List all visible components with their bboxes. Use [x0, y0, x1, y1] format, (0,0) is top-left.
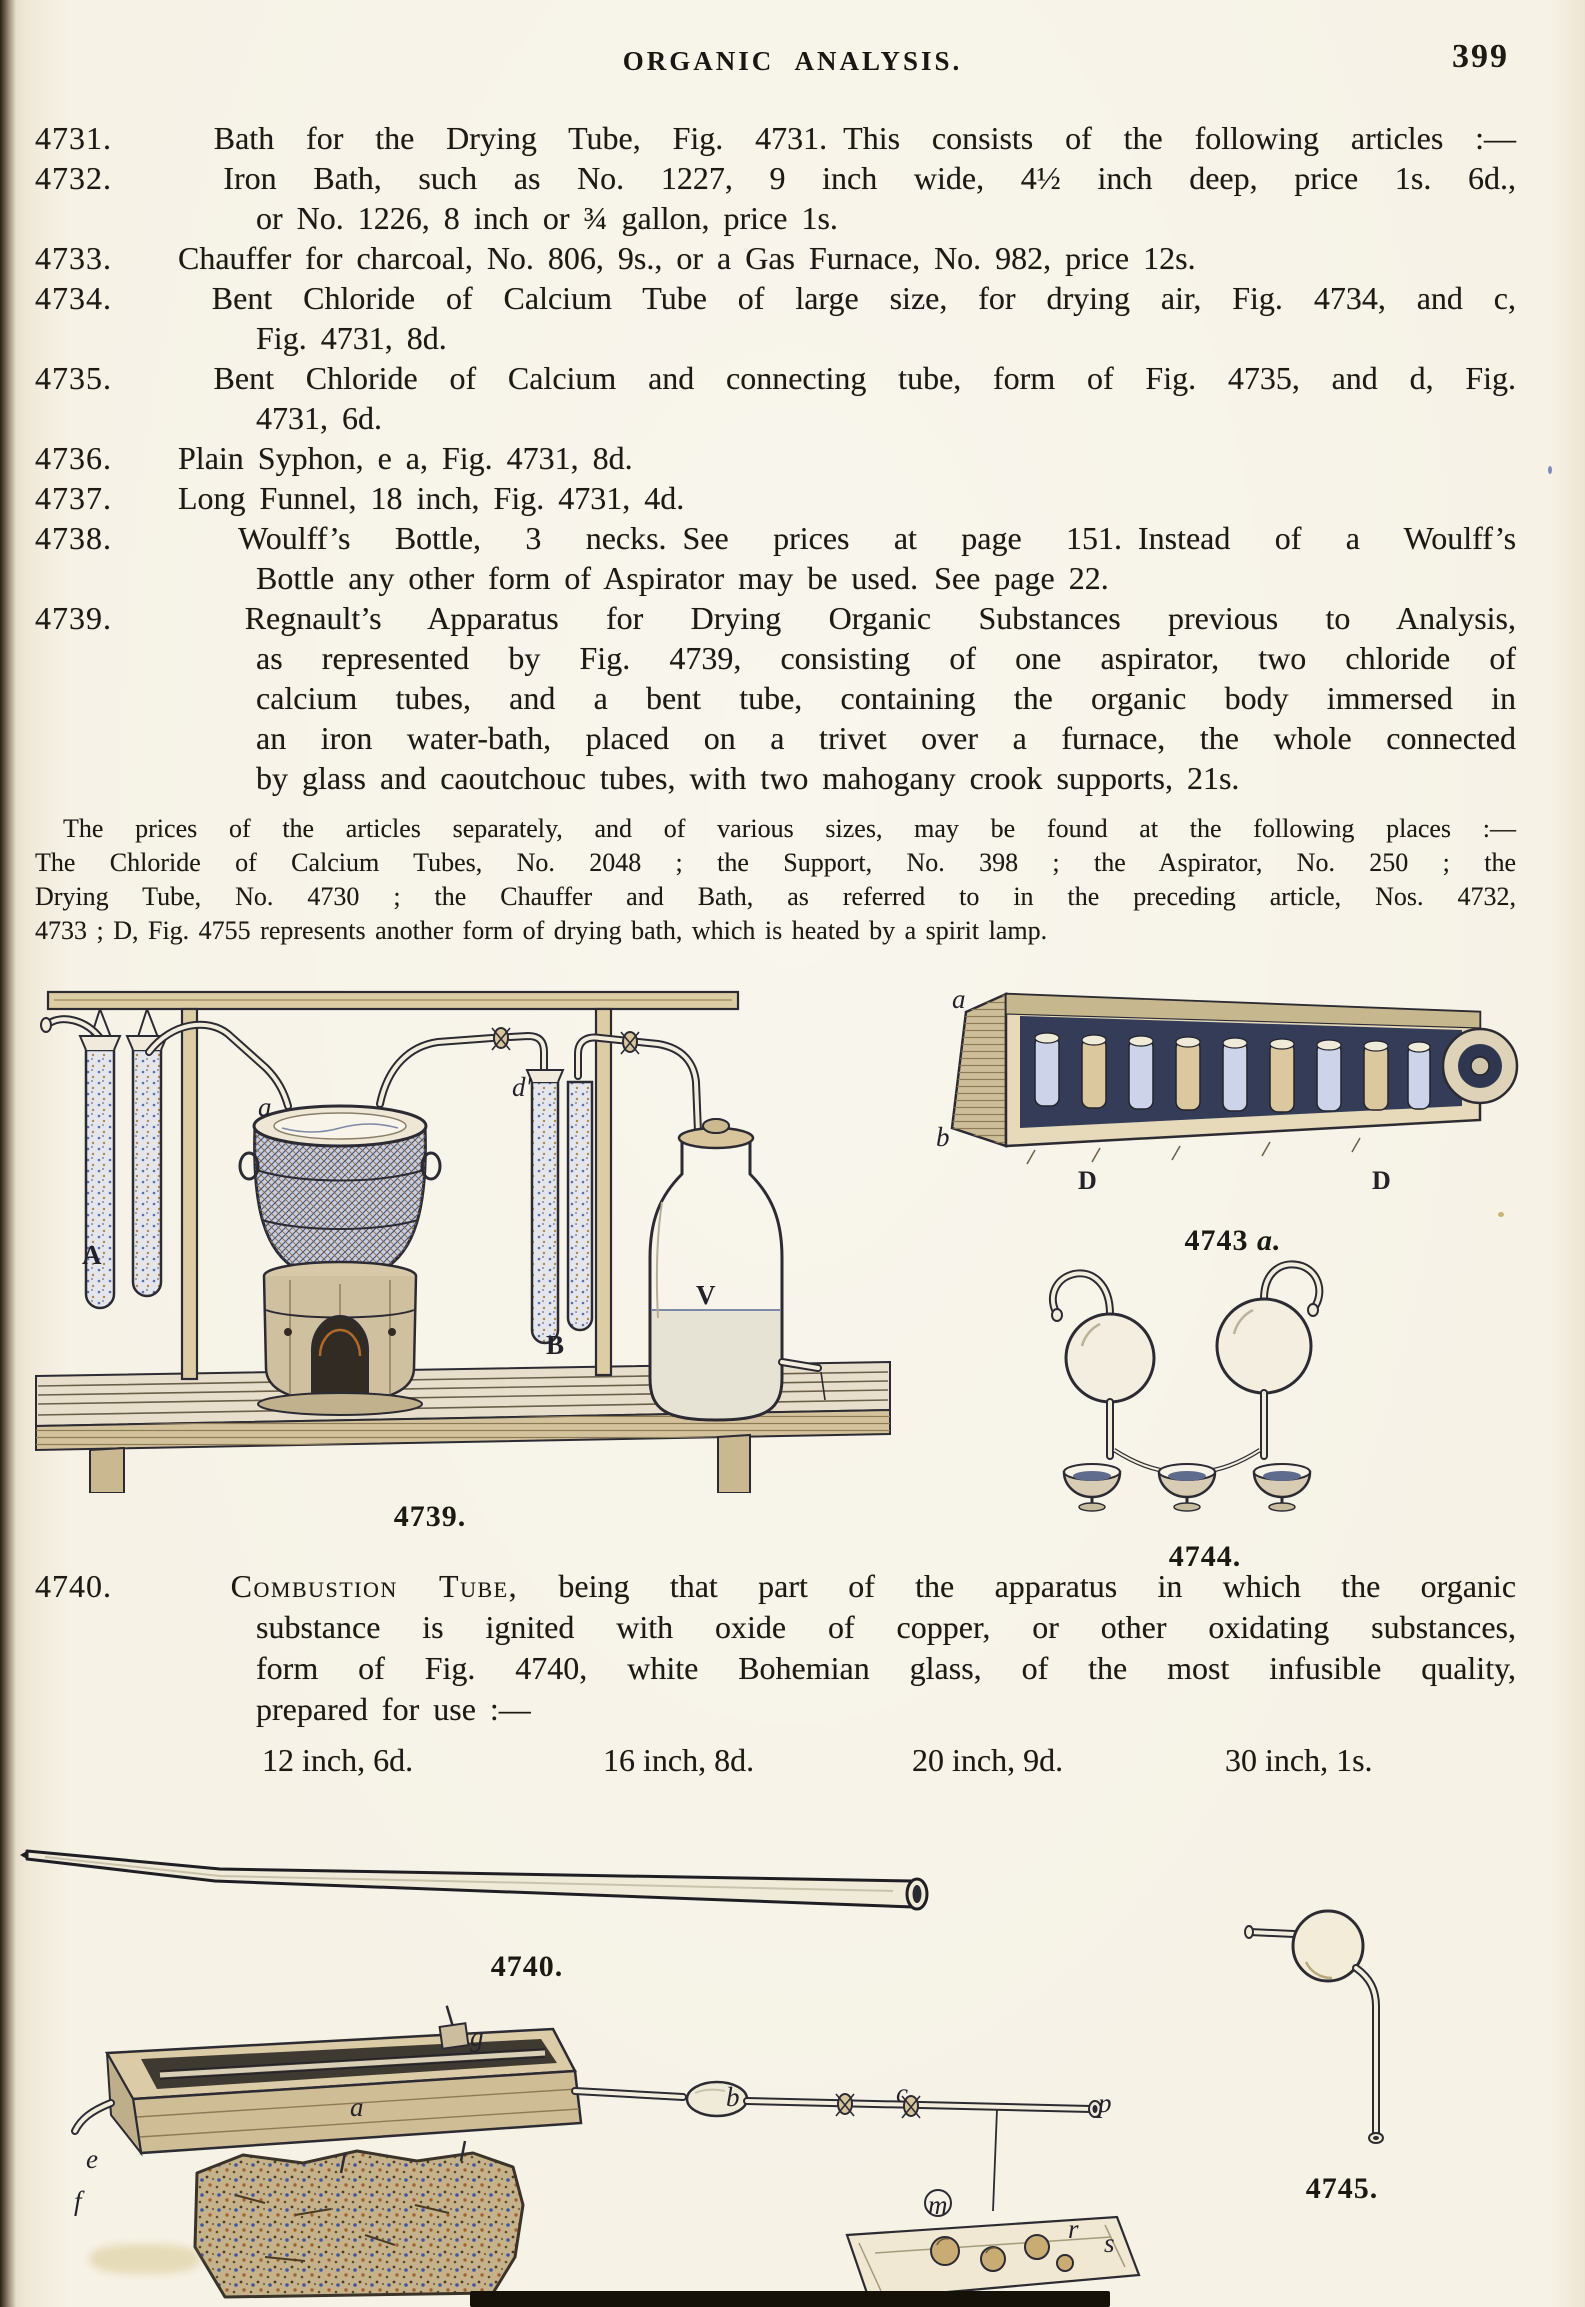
item-number: 4731.: [35, 120, 112, 156]
item-text: being that part of the apparatus in which the organic: [558, 1568, 1517, 1604]
item-line: [35, 478, 1516, 518]
item-line: [256, 758, 1516, 798]
figure-label-furnace-b: b: [726, 2082, 740, 2112]
charcoal-furnace: [258, 1262, 422, 1415]
item-text: Bottle any other form of Aspirator may be used. See page 22.: [256, 560, 1109, 596]
figure-label-furnace-r: r: [1068, 2214, 1079, 2244]
item-line: [35, 238, 1516, 278]
item-line: [256, 1607, 1516, 1648]
item-line: [256, 678, 1516, 718]
book-gutter-shadow: [0, 0, 16, 2307]
item-text: form of Fig. 4740, white Bohemian glass, of the most infusible quality,: [256, 1650, 1516, 1686]
trough-furnace: [75, 2003, 581, 2173]
item-text: substance is ignited with oxide of copper, or other oxidating substances,: [256, 1609, 1516, 1645]
figure-label-4743a-D2: D: [1372, 1166, 1391, 1195]
item-line: [35, 1566, 1516, 1607]
item-number: 4736.: [35, 440, 112, 476]
figure-label-furnace-e: e: [86, 2144, 98, 2174]
item-text: 4731, 6d.: [256, 400, 382, 436]
item-text: Bent Chloride of Calcium and connecting tube, form of Fig. 4735, and d, Fig.: [213, 360, 1517, 396]
item-number: 4738.: [35, 520, 112, 556]
item-lead-smallcaps: Combustion Tube,: [230, 1568, 519, 1604]
item-line: [256, 318, 1516, 358]
figure-4739-engraving: [30, 958, 900, 1493]
item-text: Regnault’s Apparatus for Drying Organic Substances previous to Analysis,: [244, 600, 1517, 636]
item-text: Woulff’s Bottle, 3 necks. See prices at page 151. Instead of a Woulff’s: [238, 520, 1517, 556]
catalog-item-4737: [35, 478, 1516, 518]
item-line: [256, 1689, 1516, 1730]
item-number: 4733.: [35, 240, 112, 276]
item-text: Plain Syphon, e a, Fig. 4731, 8d.: [178, 440, 633, 476]
note-line: The prices of the articles separately, and of various sizes, may be found at the following places :—: [63, 814, 1516, 843]
tube-price-20in: 20 inch, 9d.: [912, 1742, 1064, 1778]
catalog-item-4733: [35, 238, 1516, 278]
catalog-item-4734: [35, 278, 1516, 358]
trough-tubes: [1035, 1033, 1430, 1112]
figure-4745-engraving: [1240, 1888, 1420, 2163]
figure-label-furnace-a: a: [350, 2092, 364, 2122]
connecting-tubes: [149, 1025, 698, 1132]
figure-label-furnace-p: p: [1098, 2088, 1112, 2118]
catalog-item-4736: [35, 438, 1516, 478]
item-text: Iron Bath, such as No. 1227, 9 inch wide, 4½ inch deep, price 1s. 6d.,: [223, 160, 1517, 196]
price-note: [35, 812, 1516, 948]
catalog-item-4731: [35, 118, 1516, 158]
item-text: Long Funnel, 18 inch, Fig. 4731, 4d.: [178, 480, 685, 516]
item-text: Bent Chloride of Calcium Tube of large size, for drying air, Fig. 4734, and c,: [211, 280, 1516, 316]
caption-number: 4743: [1184, 1224, 1249, 1257]
item-text: Fig. 4731, 8d.: [256, 320, 447, 356]
figure-4743a-engraving: [940, 978, 1520, 1203]
item-line: [256, 558, 1516, 598]
item-line: [35, 118, 1516, 158]
specimen-dish: [847, 2217, 1139, 2299]
chloride-tube-B: [527, 1070, 592, 1343]
item-number: 4739.: [35, 600, 112, 636]
figure-label-4743a-a: a: [952, 984, 966, 1014]
figure-caption-4739: 4739.: [393, 1500, 467, 1533]
next-page-edge-strip: [470, 2291, 1110, 2307]
note-line: 4733 ; D, Fig. 4755 represents another form of drying bath, which is heated by a spirit lamp.: [35, 916, 1048, 945]
figure-combustion-furnace-engraving: [45, 1995, 1175, 2307]
catalog-list: [35, 118, 1516, 798]
item-line: [35, 518, 1516, 558]
figure-label-V: V: [696, 1280, 716, 1310]
catalog-item-4738: [35, 518, 1516, 598]
figure-label-g: g: [470, 2022, 484, 2052]
figure-label-4743a-b: b: [936, 1122, 950, 1152]
catalog-item-4735: [35, 358, 1516, 438]
figure-4744-engraving: [1032, 1254, 1352, 1534]
item-line: [256, 638, 1516, 678]
item-number: 4732.: [35, 160, 112, 196]
charcoal-block: [195, 2151, 523, 2297]
item-line: [35, 278, 1516, 318]
item-number: 4740.: [35, 1568, 112, 1604]
catalog-item-4732: [35, 158, 1516, 238]
figure-label-furnace-c: c: [896, 2078, 908, 2108]
figure-label-4743a-D1: D: [1078, 1166, 1097, 1195]
item-text: an iron water-bath, placed on a trivet over a furnace, the whole connected: [256, 720, 1516, 756]
item-number: 4737.: [35, 480, 112, 516]
item-text: as represented by Fig. 4739, consisting of one aspirator, two chloride of: [256, 640, 1516, 676]
running-head: ORGANIC ANALYSIS.: [622, 46, 963, 76]
scan-speck: [1498, 1212, 1504, 1217]
figure-label-a: a: [258, 1092, 272, 1122]
caption-letter: a.: [1257, 1224, 1282, 1257]
item-line: [256, 198, 1516, 238]
catalog-item-4739: [35, 598, 1516, 798]
figure-caption-4744: 4744.: [1168, 1540, 1242, 1573]
figure-label-A: A: [82, 1240, 102, 1270]
figure-label-B: B: [546, 1330, 565, 1360]
figure-caption-4745: 4745.: [1305, 2172, 1379, 2205]
iron-bath: [240, 1106, 440, 1270]
tube-price-30in: 30 inch, 1s.: [1225, 1742, 1373, 1778]
item-number: 4735.: [35, 360, 112, 396]
item-line: [256, 718, 1516, 758]
figure-caption-4743a: [1185, 1224, 1282, 1258]
clamp-g: [437, 2003, 469, 2048]
figure-label-furnace-s: s: [1104, 2228, 1115, 2258]
item-text: or No. 1226, 8 inch or ¾ gallon, price 1s.: [256, 200, 838, 236]
item-line: [35, 438, 1516, 478]
item-text: by glass and caoutchouc tubes, with two mahogany crook supports, 21s.: [256, 760, 1240, 796]
item-text: calcium tubes, and a bent tube, containing the organic body immersed in: [256, 680, 1516, 716]
figure-label-d-prime: d′: [512, 1072, 532, 1102]
scan-speck: [1548, 466, 1552, 474]
figure-caption-4740: 4740.: [490, 1950, 564, 1983]
item-line: [35, 598, 1516, 638]
tube-price-16in: 16 inch, 8d.: [603, 1742, 755, 1778]
figure-4740-engraving: [15, 1793, 955, 1948]
mercury-cups: [1064, 1464, 1310, 1511]
note-line: Drying Tube, No. 4730 ; the Chauffer and Bath, as referred to in the preceding article, Nos. 4732,: [35, 882, 1516, 911]
item-number: 4734.: [35, 280, 112, 316]
figure-label-furnace-f: f: [74, 2186, 82, 2216]
figure-label-furnace-m: m: [928, 2190, 948, 2220]
item-text: prepared for use :—: [256, 1691, 531, 1727]
delivery-tube: [575, 2082, 1101, 2216]
tube-price-12in: 12 inch, 6d.: [262, 1742, 414, 1778]
item-text: Chauffer for charcoal, No. 806, 9s., or a Gas Furnace, No. 982, price 12s.: [178, 240, 1196, 276]
scan-smudge: [90, 2244, 200, 2274]
item-line: [35, 158, 1516, 198]
item-line: [35, 358, 1516, 398]
item-line: [256, 1648, 1516, 1689]
catalog-item-4740: [35, 1566, 1516, 1730]
item-line: [256, 398, 1516, 438]
item-text: Bath for the Drying Tube, Fig. 4731. This consists of the following articles :—: [213, 120, 1517, 156]
page-number: 399: [1452, 38, 1509, 75]
note-line: The Chloride of Calcium Tubes, No. 2048 ; the Support, No. 398 ; the Aspirator, No. 250 ; the: [35, 848, 1516, 877]
